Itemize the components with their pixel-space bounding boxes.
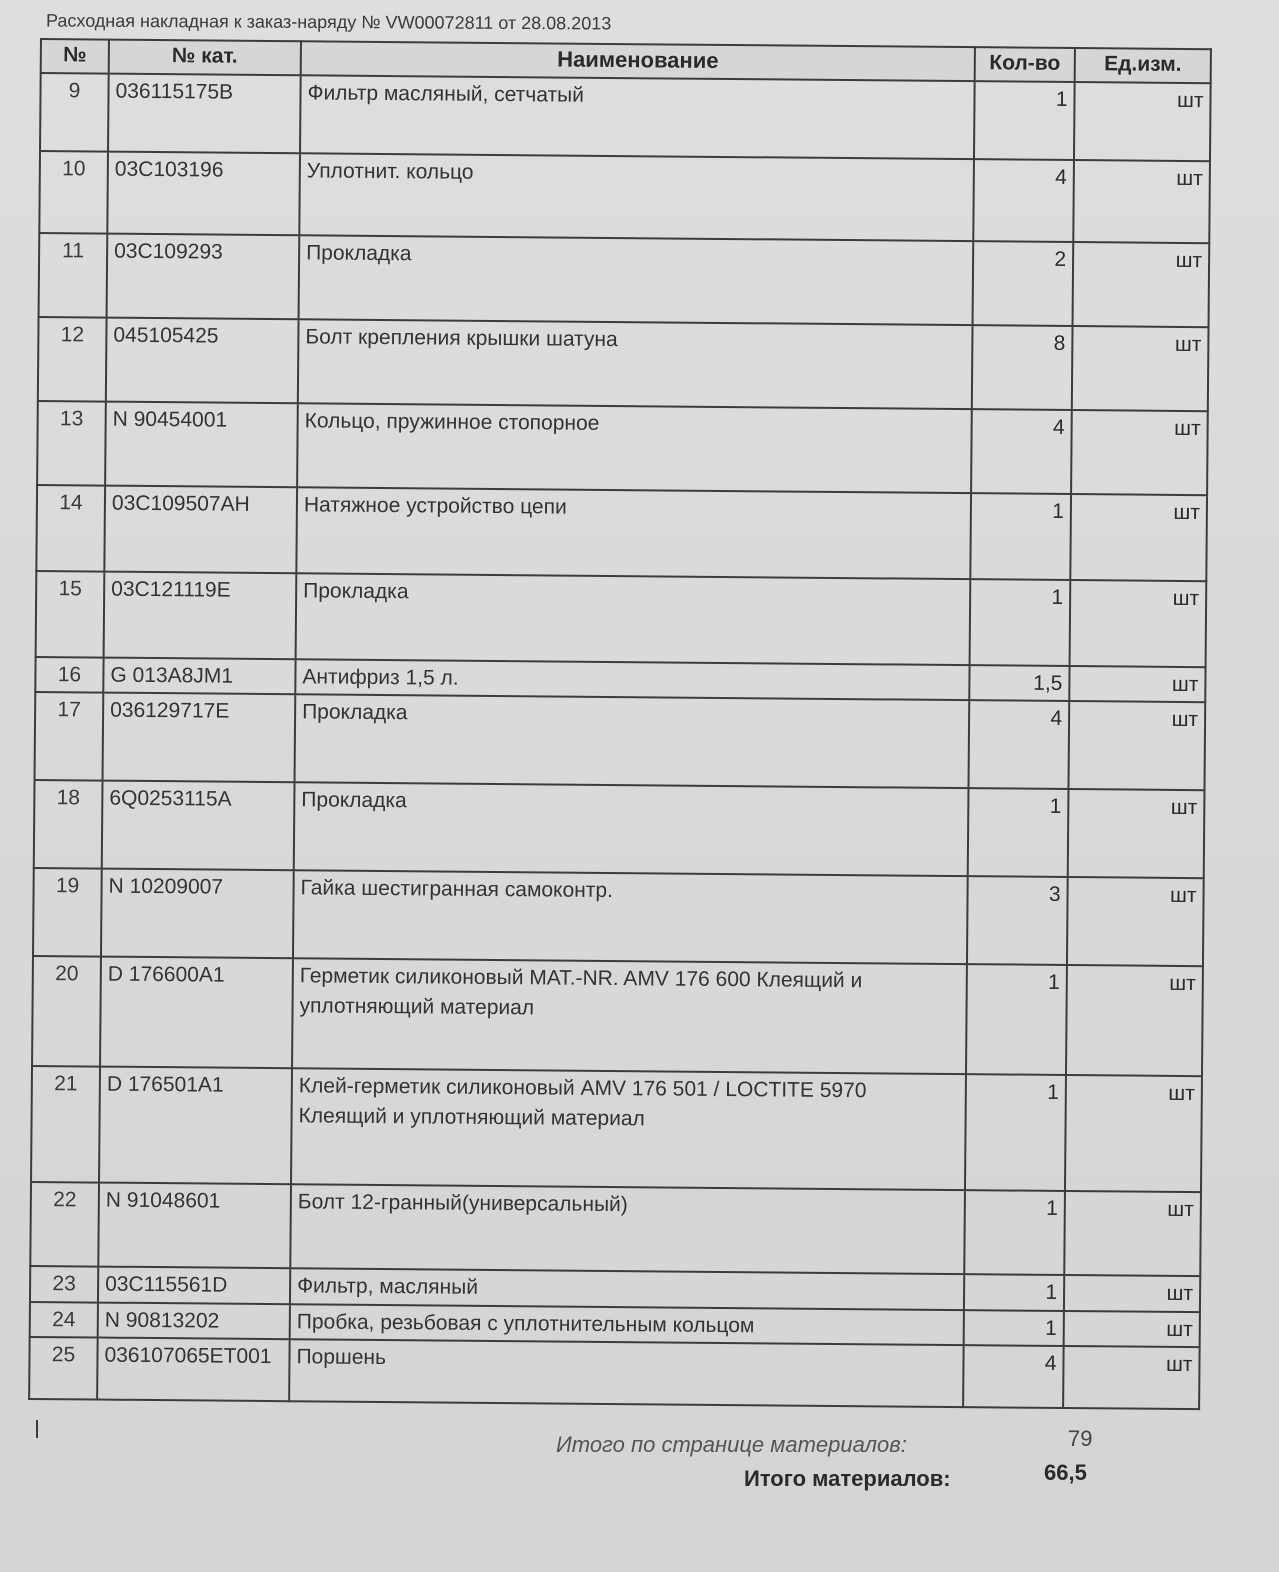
page-total-label: Итого по странице материалов: [556, 1432, 907, 1457]
row-quantity: 4 [968, 701, 1069, 790]
row-unit: шт [1066, 965, 1203, 1076]
table-edge-line [36, 1420, 38, 1438]
row-quantity: 1 [966, 965, 1067, 1076]
row-catalog-number: N 90813202 [98, 1302, 290, 1339]
row-unit: шт [1065, 1075, 1202, 1192]
row-unit: шт [1072, 326, 1209, 411]
row-unit: шт [1070, 580, 1207, 667]
row-unit: шт [1071, 410, 1208, 495]
invoice-table [28, 38, 1212, 1410]
row-num: 10 [39, 151, 108, 234]
row-num: 20 [32, 956, 101, 1067]
table-row [33, 868, 1204, 966]
row-num: 16 [35, 657, 103, 693]
row-quantity: 4 [971, 409, 1072, 494]
table-row [38, 317, 1209, 411]
row-name: Болт крепления крышки шатуна [298, 319, 973, 409]
row-quantity: 1 [968, 789, 1069, 878]
row-name: Антифриз 1,5 л. [295, 659, 969, 700]
row-unit: шт [1067, 877, 1204, 966]
row-name: Гайка шестигранная самоконтр. [293, 871, 968, 965]
row-unit: шт [1064, 1275, 1200, 1312]
row-num: 15 [36, 571, 105, 658]
row-catalog-number: 036129717E [103, 693, 296, 783]
row-num: 13 [37, 401, 106, 486]
header-unit: Ед.изм. [1075, 48, 1211, 83]
row-unit: шт [1073, 160, 1210, 243]
row-name: Герметик силиконовый МАТ.-NR. AMV 176 600 Клеящий и уплотняющий материал [292, 959, 967, 1075]
row-num: 12 [38, 317, 107, 402]
row-name: Клей-герметик силиконовый AMV 176 501 / LOCTITE 5970 Клеящий и уплотняющий материал [291, 1069, 966, 1191]
header-cat: № кат. [109, 40, 301, 76]
table-row [36, 571, 1207, 667]
grand-total-label: Итого материалов: [744, 1466, 951, 1491]
row-unit: шт [1069, 666, 1205, 703]
row-quantity: 1 [970, 493, 1071, 580]
row-unit: шт [1064, 1311, 1200, 1348]
row-unit: шт [1068, 701, 1205, 790]
row-name: Прокладка [295, 695, 970, 789]
row-name: Натяжное устройство цепи [296, 487, 971, 579]
table-row [30, 1182, 1201, 1276]
row-unit: шт [1063, 1346, 1200, 1409]
row-quantity: 1 [964, 1310, 1064, 1346]
row-catalog-number: 03C115561D [98, 1267, 290, 1304]
grand-total-value: 66,5 [1044, 1460, 1087, 1485]
row-name: Фильтр, масляный [290, 1269, 964, 1310]
row-unit: шт [1070, 494, 1207, 581]
row-quantity: 1 [964, 1275, 1064, 1311]
row-name: Прокладка [294, 783, 969, 877]
row-catalog-number: 03C109293 [107, 234, 300, 320]
row-name: Болт 12-гранный(универсальный) [290, 1185, 965, 1275]
row-catalog-number: 03C121119E [104, 572, 297, 660]
table-row [39, 233, 1210, 327]
table-row [35, 692, 1206, 790]
row-quantity: 4 [973, 159, 1074, 242]
row-quantity: 2 [973, 241, 1074, 326]
row-catalog-number: D 176600A1 [100, 957, 293, 1069]
row-num: 9 [40, 73, 109, 152]
row-catalog-number: 045105425 [106, 318, 299, 404]
row-name: Пробка, резьбовая с уплотнительным кольцом [290, 1304, 964, 1345]
row-num: 14 [36, 485, 105, 572]
row-quantity: 1,5 [969, 665, 1069, 701]
row-unit: шт [1064, 1191, 1201, 1276]
row-num: 11 [39, 233, 108, 318]
row-catalog-number: N 91048601 [98, 1183, 291, 1269]
row-num: 18 [34, 780, 103, 869]
row-name: Прокладка [296, 573, 971, 665]
row-catalog-number: 036107065ET001 [97, 1338, 290, 1402]
row-unit: шт [1074, 82, 1211, 161]
table-row [40, 73, 1211, 161]
table-row [32, 956, 1203, 1076]
row-catalog-number: 03C103196 [107, 152, 300, 236]
table-row [29, 1337, 1199, 1409]
row-catalog-number: N 90454001 [105, 402, 298, 488]
row-quantity: 1 [965, 1075, 1066, 1192]
row-quantity: 1 [974, 81, 1075, 160]
table-row [39, 151, 1210, 243]
row-catalog-number: 03C109507AH [104, 486, 297, 574]
row-num: 17 [35, 692, 104, 781]
row-name: Уплотнит. кольцо [299, 153, 974, 241]
row-num: 19 [33, 868, 102, 957]
document-title: Расходная накладная к заказ-наряду № VW00072811 от 28.08.2013 [45, 10, 612, 34]
row-quantity: 4 [963, 1345, 1064, 1408]
row-unit: шт [1073, 242, 1210, 327]
row-num: 21 [31, 1066, 100, 1183]
page-total-value: 79 [1068, 1426, 1093, 1451]
header-qty: Кол-во [975, 47, 1075, 82]
row-name: Фильтр масляный, сетчатый [300, 75, 975, 159]
row-name: Прокладка [299, 235, 974, 325]
row-catalog-number: D 176501A1 [99, 1067, 292, 1185]
header-num: № [41, 39, 109, 74]
row-catalog-number: 036115175B [108, 74, 301, 154]
row-quantity: 8 [972, 325, 1073, 410]
row-num: 24 [30, 1302, 98, 1338]
row-num: 23 [30, 1266, 98, 1302]
row-catalog-number: N 10209007 [101, 869, 294, 959]
table-row [31, 1066, 1202, 1192]
row-catalog-number: G 013A8JM1 [103, 658, 295, 695]
table-row [37, 401, 1208, 495]
row-quantity: 1 [964, 1191, 1065, 1276]
row-name: Кольцо, пружинное стопорное [297, 403, 972, 493]
row-unit: шт [1068, 789, 1205, 878]
header-name: Наименование [301, 41, 975, 81]
table-row [34, 780, 1205, 878]
row-num: 25 [29, 1337, 98, 1400]
row-name: Поршень [289, 1339, 964, 1407]
table-row [36, 485, 1207, 581]
row-num: 22 [30, 1182, 99, 1267]
row-catalog-number: 6Q0253115A [102, 781, 295, 871]
row-quantity: 3 [967, 877, 1068, 966]
row-quantity: 1 [970, 579, 1071, 666]
